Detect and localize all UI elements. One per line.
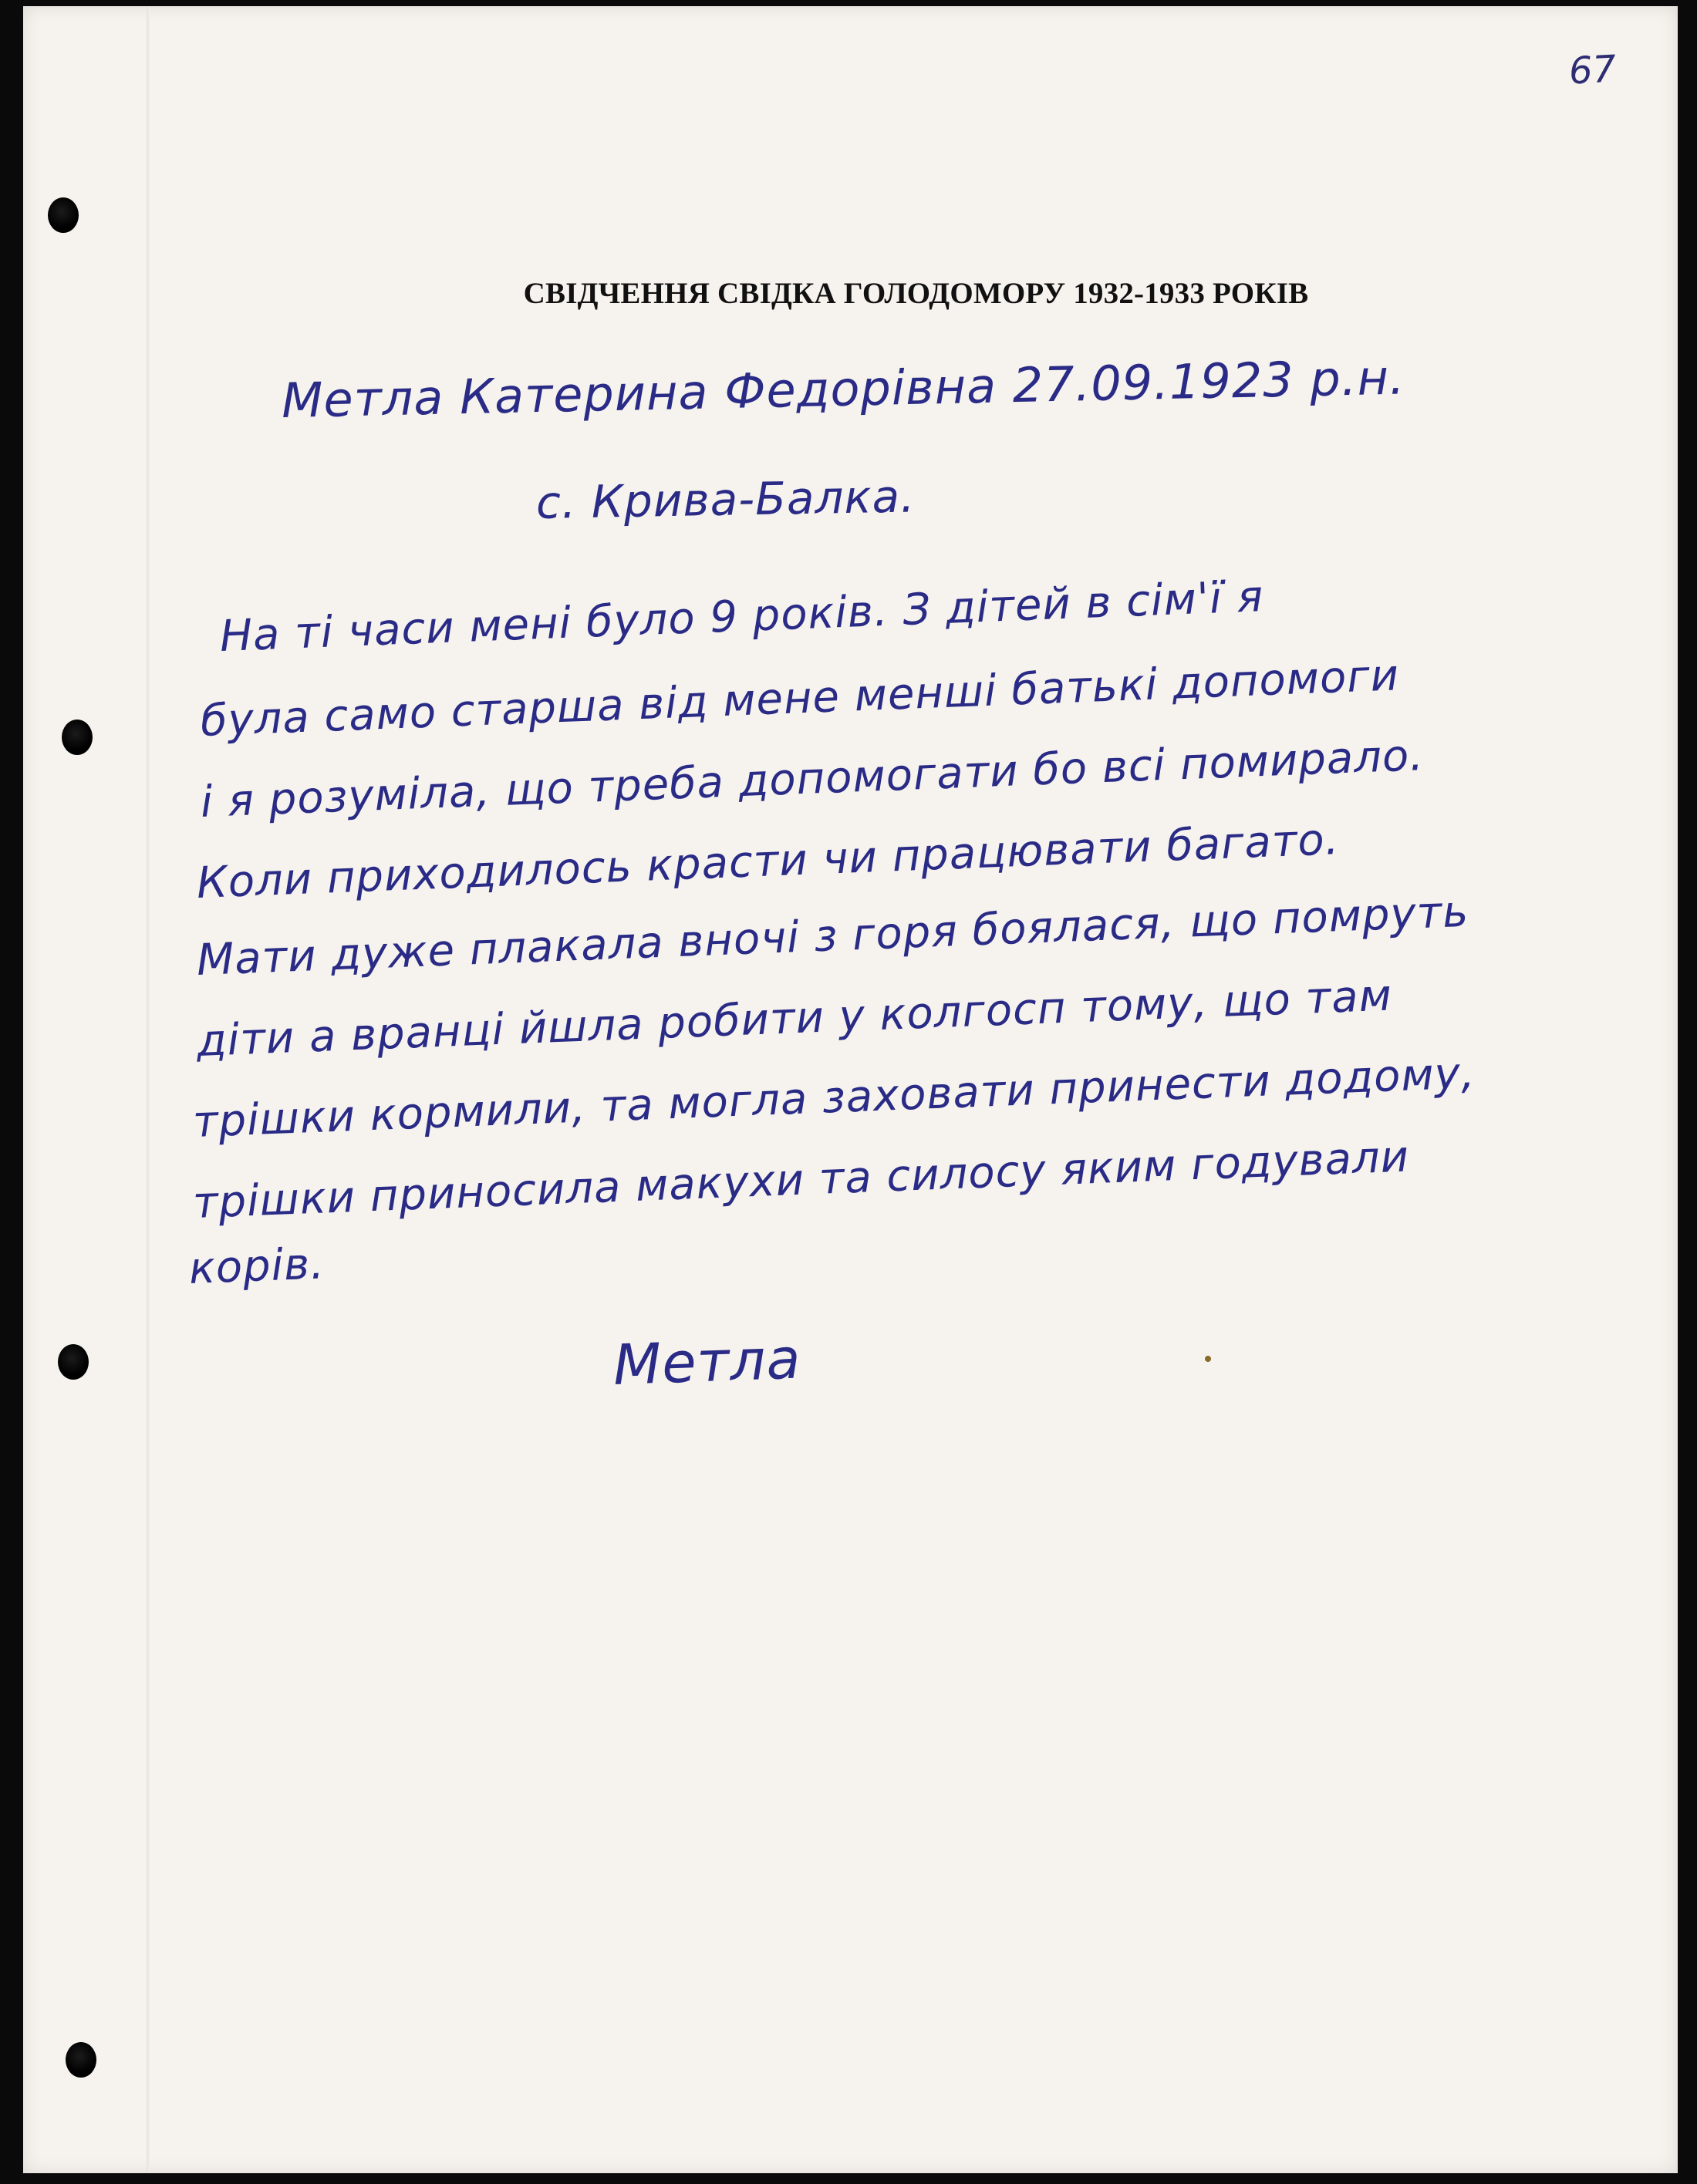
testimony-line: трішки приносила макухи та силосу яким годували	[191, 1131, 1411, 1228]
testimony-line: Мати дуже плакала вночі з горя боялася, що помруть	[195, 886, 1470, 986]
testimony-line: і я розуміла, що треба допомогати бо всі помирало.	[199, 730, 1425, 827]
handwritten-signature: Метла	[612, 1326, 802, 1397]
testimony-line: корів.	[187, 1239, 326, 1294]
village-line: с. Крива-Балка.	[535, 470, 916, 529]
witness-name-line: Метла Катерина Федорівна 27.09.1923 р.н.	[281, 349, 1406, 429]
document-title: СВІДЧЕННЯ СВІДКА ГОЛОДОМОРУ 1932-1933 РОКІВ	[523, 277, 1309, 310]
paper-page	[23, 6, 1678, 2173]
testimony-line: На ті часи мені було 9 років. З дітей в сім'ї я	[218, 571, 1265, 662]
testimony-line: діти а вранці йшла робити у колгосп тому, що там	[195, 970, 1393, 1067]
binding-margin-line	[147, 6, 150, 2173]
punch-hole	[66, 2042, 96, 2078]
punch-hole	[58, 1344, 89, 1380]
punch-hole	[48, 197, 79, 233]
ink-speck	[1205, 1356, 1211, 1362]
page-number: 67	[1567, 47, 1618, 93]
testimony-line: трішки кормили, та могла заховати принести додому,	[191, 1048, 1476, 1148]
testimony-line: була само старша від мене менші батькі допомоги	[199, 650, 1401, 747]
punch-hole	[62, 720, 93, 755]
testimony-line: Коли приходилось красти чи працювати багато.	[195, 814, 1341, 908]
